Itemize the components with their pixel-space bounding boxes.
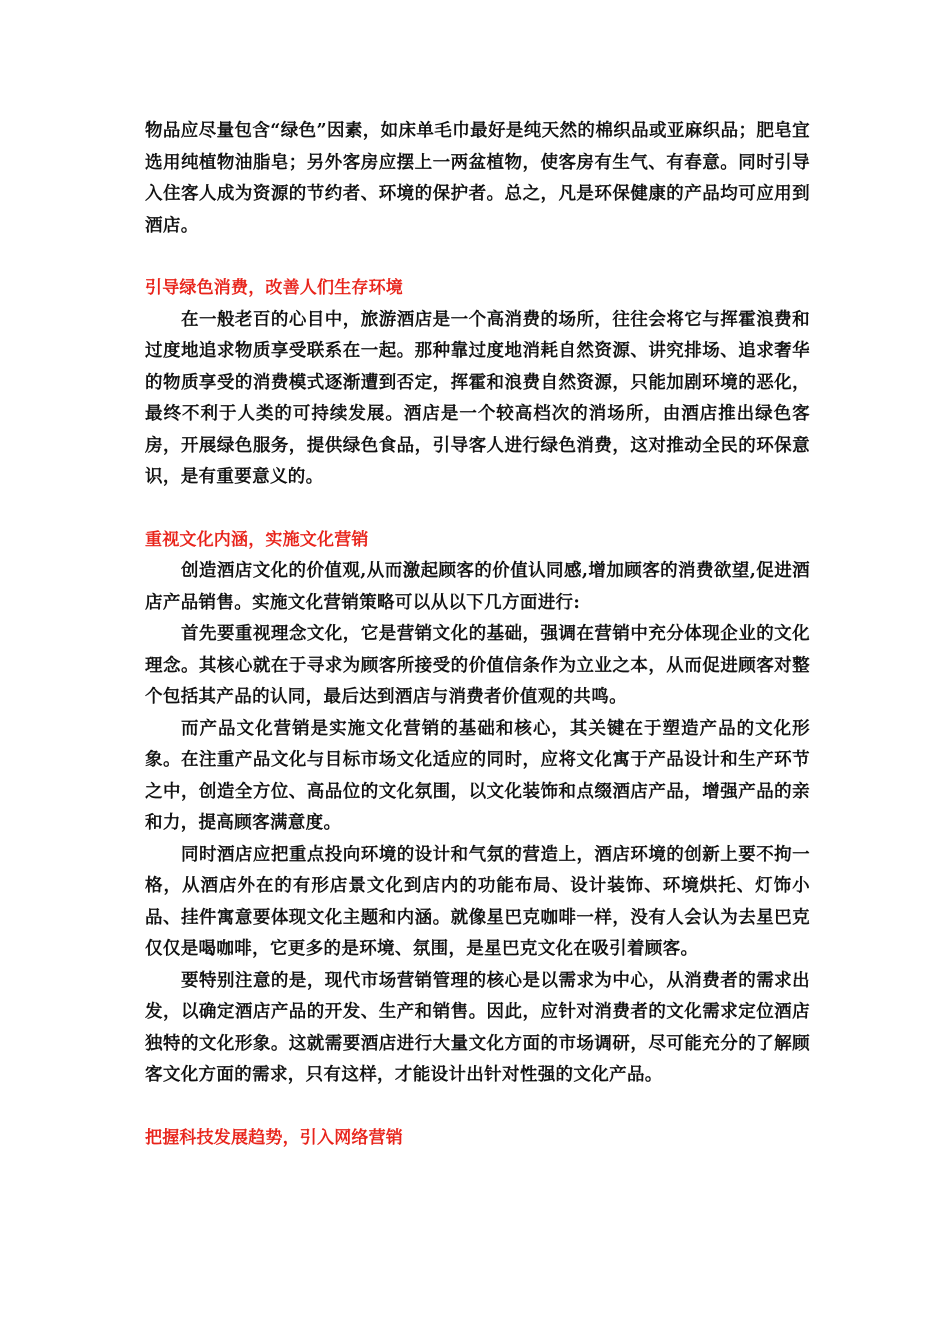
intro-paragraph: 物品应尽量包含“绿色”因素，如床单毛巾最好是纯天然的棉织品或亚麻织品；肥皂宜选用纯植物油脂皂；另外客房应摆上一两盆植物，使客房有生气、有春意。同时引导入住客人成为资源的节约者、环境的保护者。总之，凡是环保健康的产品均可应用到酒店。 [145, 121, 810, 236]
section2-paragraph-2: 首先要重视理念文化，它是营销文化的基础，强调在营销中充分体现企业的文化理念。其核心就在于寻求为顾客所接受的价值信条作为立业之本，从而促进顾客对整个包括其产品的认同，最后达到酒店与消费者价值观的共鸣。 [145, 624, 810, 707]
section2-paragraph-4: 同时酒店应把重点投向环境的设计和气氛的营造上，酒店环境的创新上要不拘一格，从酒店外在的有形店景文化到店内的功能布局、设计装饰、环境烘托、灯饰小品、挂件寓意要体现文化主题和内涵。就像星巴克咖啡一样，没有人会认为去星巴克仅仅是喝咖啡，它更多的是环境、氛围，是星巴克文化在吸引着顾客。 [145, 844, 810, 959]
section2-paragraph-1: 创造酒店文化的价值观,从而激起顾客的价值认同感,增加顾客的消费欲望,促进酒店产品销售。实施文化营销策略可以从以下几方面进行: [145, 561, 810, 613]
section-heading-network-marketing: 把握科技发展趋势，引入网络营销 [145, 1127, 403, 1148]
document-page [145, 116, 810, 1154]
section2-paragraph-5: 要特别注意的是，现代市场营销管理的核心是以需求为中心，从消费者的需求出发，以确定酒店产品的开发、生产和销售。因此，应针对消费者的文化需求定位酒店独特的文化形象。这就需要酒店进行大量文化方面的市场调研，尽可能充分的了解顾客文化方面的需求，只有这样，才能设计出针对性强的文化产品。 [145, 970, 810, 1085]
section-heading-cultural-marketing: 重视文化内涵，实施文化营销 [145, 529, 369, 550]
section2-paragraph-3: 而产品文化营销是实施文化营销的基础和核心，其关键在于塑造产品的文化形象。在注重产品文化与目标市场文化适应的同时，应将文化寓于产品设计和生产环节之中，创造全方位、高品位的文化氛围，以文化装饰和点缀酒店产品，增强产品的亲和力，提高顾客满意度。 [145, 718, 810, 833]
section1-paragraph-1: 在一般老百的心目中，旅游酒店是一个高消费的场所，往往会将它与挥霍浪费和过度地追求物质享受联系在一起。那种靠过度地消耗自然资源、讲究排场、追求奢华的物质享受的消费模式逐渐遭到否定，挥霍和浪费自然资源，只能加剧环境的恶化，最终不利于人类的可持续发展。酒店是一个较高档次的消场所，由酒店推出绿色客房，开展绿色服务，提供绿色食品，引导客人进行绿色消费，这对推动全民的环保意识，是有重要意义的。 [145, 309, 810, 487]
spacer [145, 242, 810, 273]
spacer [145, 494, 810, 525]
spacer [145, 1092, 810, 1123]
section-heading-green-consumption: 引导绿色消费，改善人们生存环境 [145, 278, 403, 298]
